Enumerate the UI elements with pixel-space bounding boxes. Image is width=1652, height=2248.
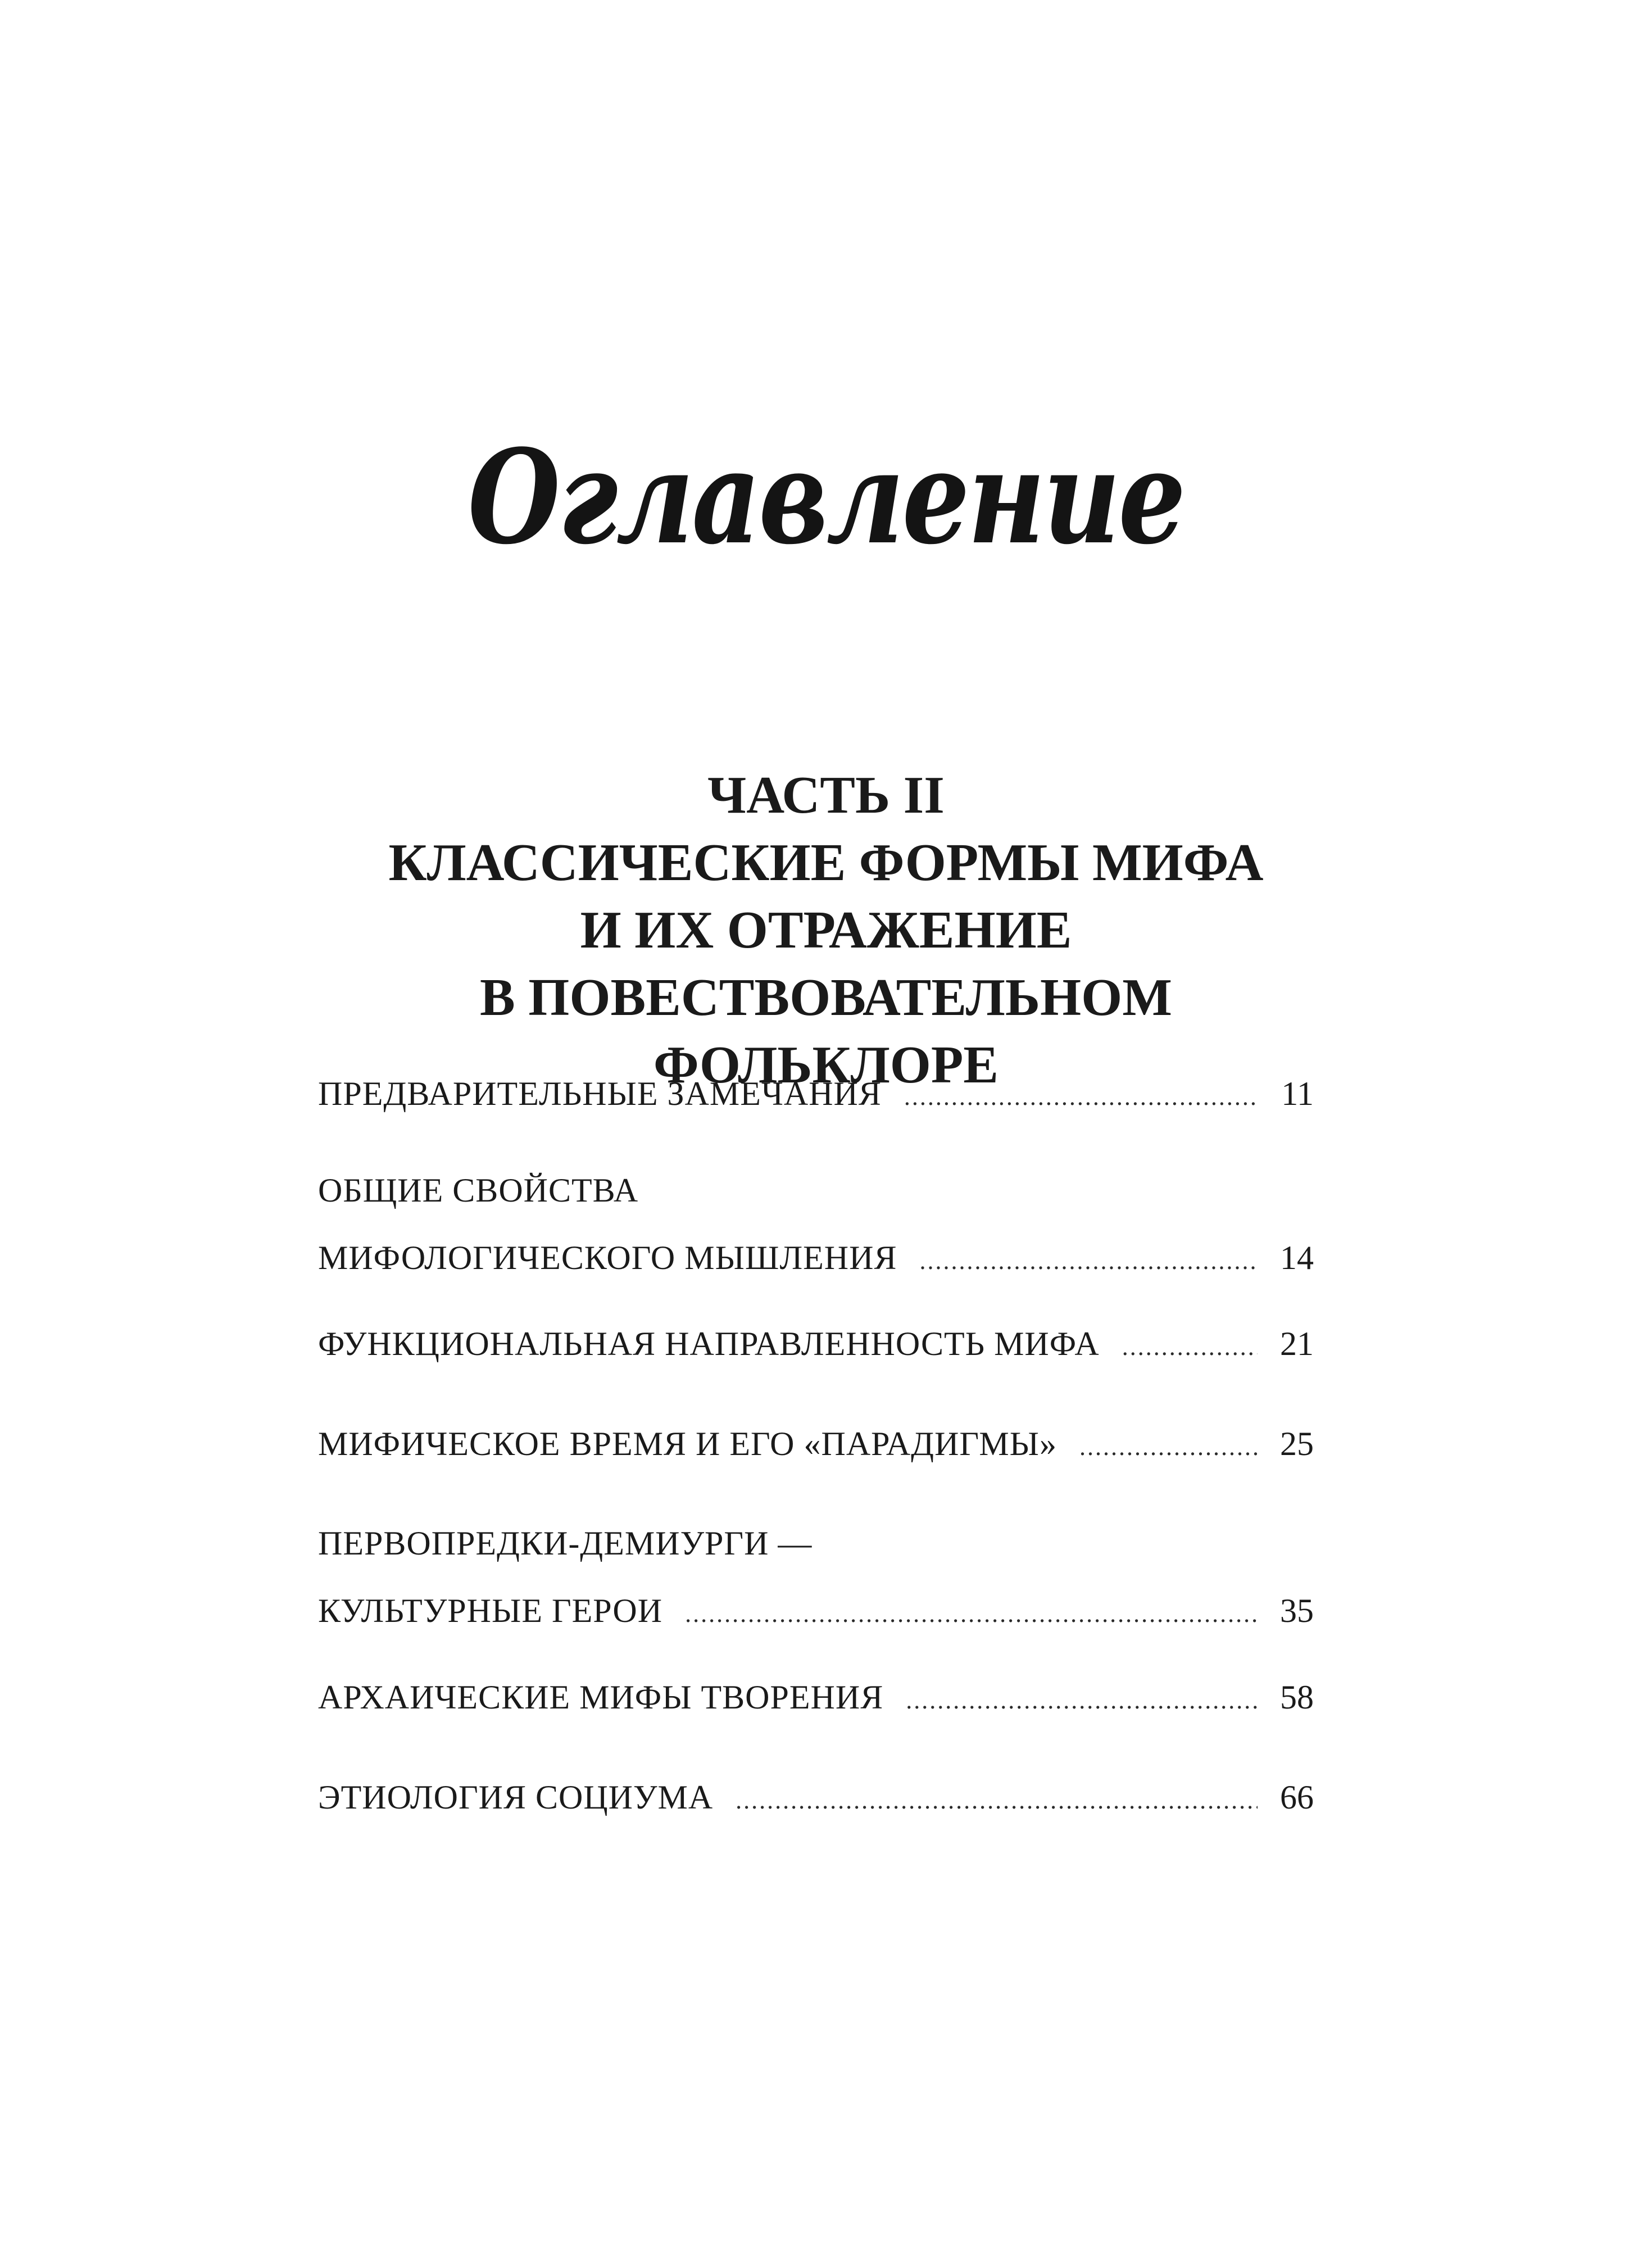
toc-entry-page: 14: [1280, 1239, 1314, 1276]
part-title-line: ЧАСТЬ II: [707, 766, 945, 824]
toc-entry-title: ОБЩИЕ СВОЙСТВА: [318, 1172, 639, 1209]
page-heading: Оглавление: [468, 422, 1184, 573]
toc-entry-page: 35: [1280, 1592, 1314, 1629]
toc-entry[interactable]: [318, 1517, 1314, 1637]
toc-entry-title: ПРЕДВАРИТЕЛЬНЫЕ ЗАМЕЧАНИЯ: [318, 1075, 882, 1112]
toc-leader-dots: [736, 1775, 1258, 1827]
toc-entry[interactable]: [318, 1771, 1314, 1823]
toc-leader-dots: [685, 1588, 1258, 1640]
toc-entry[interactable]: [318, 1068, 1314, 1120]
toc-entry[interactable]: [318, 1318, 1314, 1370]
toc-leader-dots: [906, 1675, 1258, 1726]
toc-leader-dots: [1079, 1421, 1258, 1473]
toc-entry-title: МИФИЧЕСКОЕ ВРЕМЯ И ЕГО «ПАРАДИГМЫ»: [318, 1425, 1058, 1462]
toc-entry-page: 58: [1280, 1679, 1314, 1716]
part-title: [0, 762, 1652, 1099]
toc-leader-dots: [919, 1235, 1258, 1287]
toc-entry-title: АРХАИЧЕСКИЕ МИФЫ ТВОРЕНИЯ: [318, 1679, 884, 1716]
part-title-line: В ПОВЕСТВОВАТЕЛЬНОМ: [480, 968, 1172, 1027]
toc-leader-dots: [1122, 1321, 1258, 1373]
part-title-line: И ИХ ОТРАЖЕНИЕ: [580, 901, 1072, 959]
toc-leader-dots: [904, 1071, 1258, 1123]
toc-entry-page: 25: [1280, 1425, 1314, 1462]
part-title-line: КЛАССИЧЕСКИЕ ФОРМЫ МИФА: [388, 833, 1264, 892]
toc-entry-page: 11: [1281, 1075, 1314, 1112]
toc-entry-page: 66: [1280, 1779, 1314, 1816]
toc-entry[interactable]: [318, 1671, 1314, 1723]
toc-entry-title: ПЕРВОПРЕДКИ-ДЕМИУРГИ —: [318, 1525, 813, 1562]
toc-entry-title: ФУНКЦИОНАЛЬНАЯ НАПРАВЛЕННОСТЬ МИФА: [318, 1325, 1100, 1362]
toc-entry[interactable]: [318, 1164, 1314, 1284]
part-title-line: ФОЛЬКЛОРЕ: [653, 1036, 999, 1094]
toc-entry-title: КУЛЬТУРНЫЕ ГЕРОИ: [318, 1592, 663, 1629]
toc-entry[interactable]: [318, 1418, 1314, 1470]
toc-entry-page: 21: [1280, 1325, 1314, 1362]
toc-entry-title: ЭТИОЛОГИЯ СОЦИУМА: [318, 1779, 714, 1816]
toc-entry-title: МИФОЛОГИЧЕСКОГО МЫШЛЕНИЯ: [318, 1239, 897, 1276]
